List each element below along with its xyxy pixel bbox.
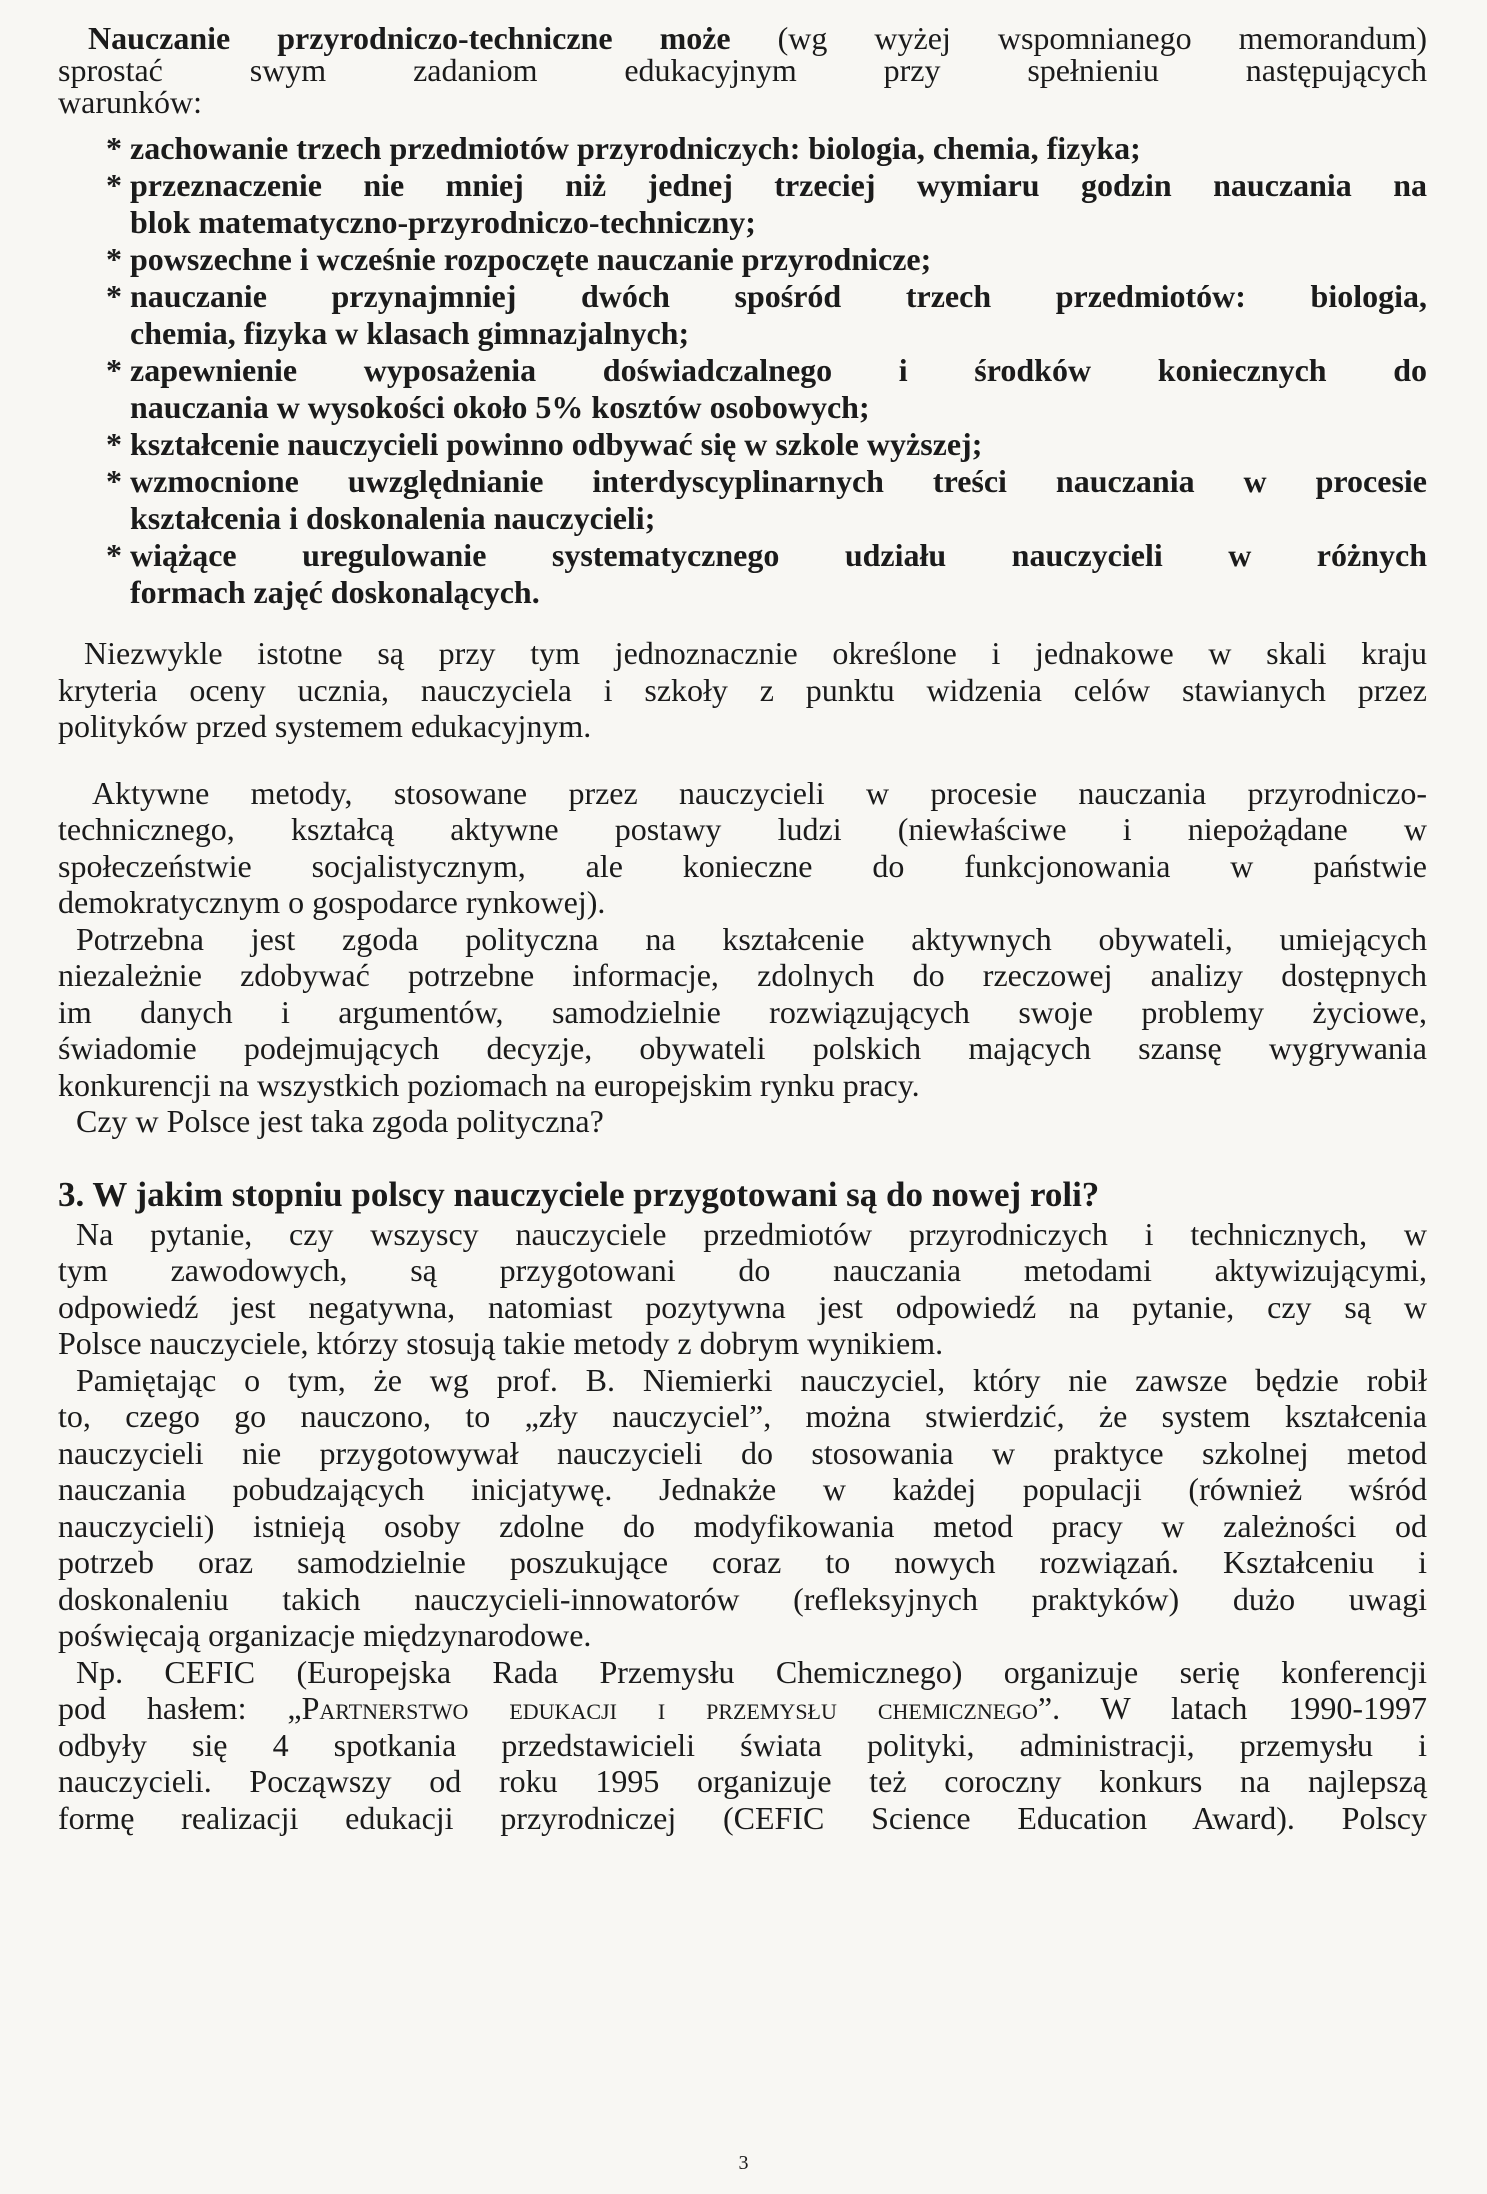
list-item: * wzmocnione uwzględnianie interdyscyplinarnych treści nauczania w procesie kształcenia i doskonalenia nauczycieli; (106, 463, 1427, 536)
asterisk-bullet: * (106, 278, 122, 314)
list-item: * przeznaczenie nie mniej niż jednej trzeciej wymiaru godzin nauczania na blok matematyczno-przyrodniczo-techniczny; (106, 167, 1427, 240)
asterisk-bullet: * (106, 537, 122, 573)
section3-paragraph-3: Np. CEFIC (Europejska Rada Przemysłu Chemicznego) organizuje serię konferencji pod hasłem: „Partnerstwo edukacji i przemysłu chemicznego”. W latach 1990-1997 odbyły się 4 spotkania przedstawicieli świata polityki, administracji, przemysłu i nauczycieli. Począwszy od roku 1995 organizuje też coroczny konkurs na najlepszą formę realizacji edukacji przyrodniczej (CEFIC Science Education Award). Polscy (58, 1653, 1428, 1836)
asterisk-bullet: * (106, 167, 122, 203)
intro-bold-lead: Nauczanie przyrodniczo-techniczne może (88, 20, 731, 56)
intro-line-3: warunków: (58, 84, 202, 120)
list-item: * powszechne i wcześnie rozpoczęte nauczanie przyrodnicze; (106, 241, 932, 277)
list-item: * zachowanie trzech przedmiotów przyrodniczych: biologia, chemia, fizyka; (106, 130, 1141, 166)
conditions-list (58, 130, 1427, 611)
list-item: * wiążące uregulowanie systematycznego udziału nauczycieli w różnych formach zajęć doskonalących. (106, 537, 1427, 610)
intro-paragraph (58, 22, 1427, 118)
asterisk-bullet: * (106, 426, 122, 462)
asterisk-bullet: * (106, 130, 122, 166)
political-agreement-paragraph: Potrzebna jest zgoda polityczna na kształcenie aktywnych obywateli, umiejących niezależnie zdobywać potrzebne informacje, zdolnych do rzeczowej analizy dostępnych im danych i argumentów, samodzielnie rozwiązujących swoje problemy życiowe, świadomie podejmujących decyzje, obywateli polskich mających szansę wygrywania konkurencji na wszystkich poziomach na europejskim rynku pracy. Czy w Polsce jest taka zgoda polityczna? (58, 920, 1427, 1139)
intro-line-1 (58, 22, 1427, 54)
section3-paragraph-1: Na pytanie, czy wszyscy nauczyciele przedmiotów przyrodniczych i technicznych, w tym zawodowych, są przygotowani do nauczania metodami aktywizującymi, odpowiedź jest negatywna, natomiast pozytywna jest odpowiedź na pytanie, czy są w Polsce nauczyciele, którzy stosują takie metody z dobrym wynikiem. (58, 1215, 1427, 1361)
intro-line-2: sprostać swym zadaniom edukacyjnym przy spełnieniu następujących (58, 52, 1427, 88)
slogan-smallcaps: Partnerstwo edukacji i przemysłu chemicznego (301, 1690, 1038, 1726)
list-item: * zapewnienie wyposażenia doświadczalnego i środków koniecznych do nauczania w wysokości około 5% kosztów osobowych; (106, 352, 1427, 425)
section-heading: 3. W jakim stopniu polscy nauczyciele przygotowani są do nowej roli? (58, 1174, 1100, 1214)
intro-text: (wg wyżej wspomnianego memorandum) (730, 20, 1427, 56)
asterisk-bullet: * (106, 463, 122, 499)
criteria-paragraph: Niezwykle istotne są przy tym jednoznacznie określone i jednakowe w skali kraju kryteria oceny ucznia, nauczyciela i szkoły z punktu widzenia celów stawianych przez polityków przed systemem edukacyjnym. (58, 635, 1427, 744)
slogan-line: pod hasłem: „Partnerstwo edukacji i przemysłu chemicznego”. W latach 1990-1997 (58, 1690, 1428, 1726)
asterisk-bullet: * (106, 352, 122, 388)
asterisk-bullet: * (106, 241, 122, 277)
question-line: Czy w Polsce jest taka zgoda polityczna? (76, 1103, 604, 1139)
section3-paragraph-2: Pamiętając o tym, że wg prof. B. Niemierki nauczyciel, który nie zawsze będzie robił to, czego go nauczono, to „zły nauczyciel”, można stwierdzić, że system kształcenia nauczycieli nie przygotowywał nauczycieli do stosowania w praktyce szkolnej metod nauczania pobudzających inicjatywę. Jednakże w każdej populacji (również wśród nauczycieli) istnieją osoby zdolne do modyfikowania metod pracy w zależności od potrzeb oraz samodzielnie poszukujące coraz to nowych rozwiązań. Kształceniu i doskonaleniu takich nauczycieli-innowatorów (refleksyjnych praktyków) dużo uwagi poświęcają organizacje międzynarodowe. (58, 1361, 1427, 1653)
active-methods-paragraph: Aktywne metody, stosowane przez nauczycieli w procesie nauczania przyrodniczo- technicznego, kształcą aktywne postawy ludzi (niewłaściwe i niepożądane w społeczeństwie socjalistycznym, ale konieczne do funkcjonowania w państwie demokratycznym o gospodarce rynkowej). (58, 774, 1427, 920)
list-item: * nauczanie przynajmniej dwóch spośród trzech przedmiotów: biologia, chemia, fizyka w klasach gimnazjalnych; (106, 278, 1427, 351)
page-number: 3 (738, 2152, 749, 2174)
list-item: * kształcenie nauczycieli powinno odbywać się w szkole wyższej; (106, 426, 983, 462)
